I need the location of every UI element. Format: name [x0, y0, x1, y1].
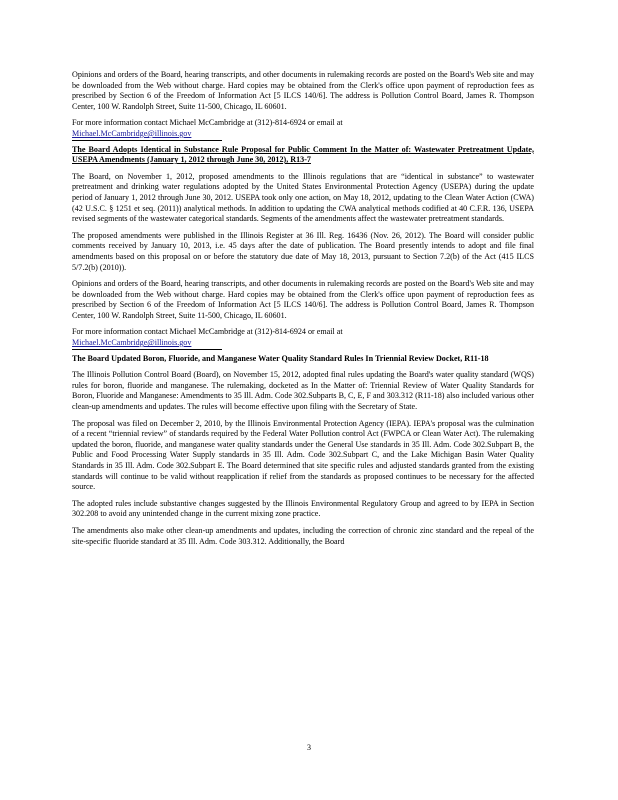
paragraph: The Illinois Pollution Control Board (Board), on November 15, 2012, adopted final rules updating the Board's water quality standard (WQS) rules for boron, fluoride and manganese. The rulemaking, docketed as In the Matter of: Triennial Review of Water Quality Standards for Boron, Fluoride and Manganese: Amendments to 35 Ill. Adm. Code 302.Subparts B, C, E, F and 303.312 (R11-18) also included various other clean-up amendments and updates. The rules will become effective upon filing with the Secretary of State.: [72, 370, 534, 412]
paragraph: The amendments also make other clean-up amendments and updates, including the correction of chronic zinc standard and the repeal of the site-specific fluoride standard at 35 Ill. Adm. Code 303.312. Additionally, the Board: [72, 525, 534, 546]
section-heading: [72, 145, 534, 166]
paragraph: Opinions and orders of the Board, hearing transcripts, and other documents in rulemaking records are posted on the Board's Web site and may be downloaded from the Web without charge. Hard copies may be obtained from the Clerk's office upon payment of reproduction fees as prescribed by Section 6 of the Freedom of Information Act [5 ILCS 140/6]. The address is Pollution Control Board, James R. Thompson Center, 100 W. Randolph Street, Suite 11-500, Chicago, IL 60601.: [72, 70, 534, 111]
section-heading: [72, 354, 534, 365]
section-heading-text: The Board Adopts Identical in Substance Rule Proposal for Public Comment In the Matter of: Wastewater Pretreatment Update, USEPA Amendments (January 1, 2012 through June 30, 2012), R13-7: [72, 144, 534, 165]
paragraph: Opinions and orders of the Board, hearing transcripts, and other documents in rulemaking records are posted on the Board's Web site and may be downloaded from the Web without charge. Hard copies may be obtained from the Clerk's office upon payment of reproduction fees as prescribed by Section 6 of the Freedom of Information Act [5 ILCS 140/6]. The address is Pollution Control Board, James R. Thompson Center, 100 W. Randolph Street, Suite 11-500, Chicago, IL 60601.: [72, 279, 534, 320]
divider: [72, 349, 222, 350]
document-body: [72, 70, 534, 553]
divider: [72, 140, 222, 141]
contact-text: For more information contact Michael McCambridge at (312)-814-6924 or email at: [72, 118, 343, 128]
contact-line: [72, 118, 534, 139]
email-link[interactable]: Michael.McCambridge@illinois.gov: [72, 338, 192, 348]
contact-text: For more information contact Michael McCambridge at (312)-814-6924 or email at: [72, 327, 343, 337]
paragraph: The adopted rules include substantive changes suggested by the Illinois Environmental Regulatory Group and agreed to by IEPA in Section 302.208 to avoid any unintended change in the current mixing zone practice.: [72, 498, 534, 519]
paragraph: The Board, on November 1, 2012, proposed amendments to the Illinois regulations that are “identical in substance” to wastewater pretreatment and drinking water regulations adopted by the United States Environmental Protection Agency (USEPA) during the update period of January 1, 2012 through June 30, 2012. USEPA took only one action, on May 18, 2012, updating to the Clean Water Action (CWA) (42 U.S.C. § 1251 et seq. (2011)) analytical methods. In addition to updating the CWA analytical methods codified at 40 C.F.R. 136, USEPA revised segments of the wastewater categorical standards. Segments of the amendments affect the wastewater pretreatment standards.: [72, 171, 534, 224]
email-link[interactable]: Michael.McCambridge@illinois.gov: [72, 128, 192, 138]
contact-line: [72, 327, 534, 348]
page-number: 3: [307, 743, 311, 752]
paragraph: The proposal was filed on December 2, 2010, by the Illinois Environmental Protection Agency (IEPA). IEPA's proposal was the culmination of a recent “triennial review” of standards required by the Federal Water Pollution control Act (FWPCA or Clean Water Act). The rulemaking updated the boron, fluoride, and manganese water quality standards under the General Use standards in 35 Ill. Adm. Code 302.Subpart B, the Public and Food Processing Water Supply standards in 35 Ill. Adm. Code 302.Subpart C, and the Lake Michigan Basin Water Quality Standards in 35 Ill. Adm. Code 302.Subpart E. The Board determined that site specific rules and adjusted standards granted from the existing standards will continue to be valid without reapplication if relief from the standards as proposed continues to be necessary for the affected source.: [72, 418, 534, 492]
paragraph: The proposed amendments were published in the Illinois Register at 36 Ill. Reg. 16436 (Nov. 26, 2012). The Board will consider public comments received by January 10, 2013, i.e. 45 days after the date of publication. The Board presently intends to adopt and file final amendments based on this proposal on or before the statutory due date of May 18, 2013, pursuant to Section 7.2(b) of the Act (415 ILCS 5/7.2(b) (2010)).: [72, 230, 534, 272]
section-heading-text: The Board Updated Boron, Fluoride, and Manganese Water Quality Standard Rules In Triennial Review Docket, R11-18: [72, 353, 489, 363]
